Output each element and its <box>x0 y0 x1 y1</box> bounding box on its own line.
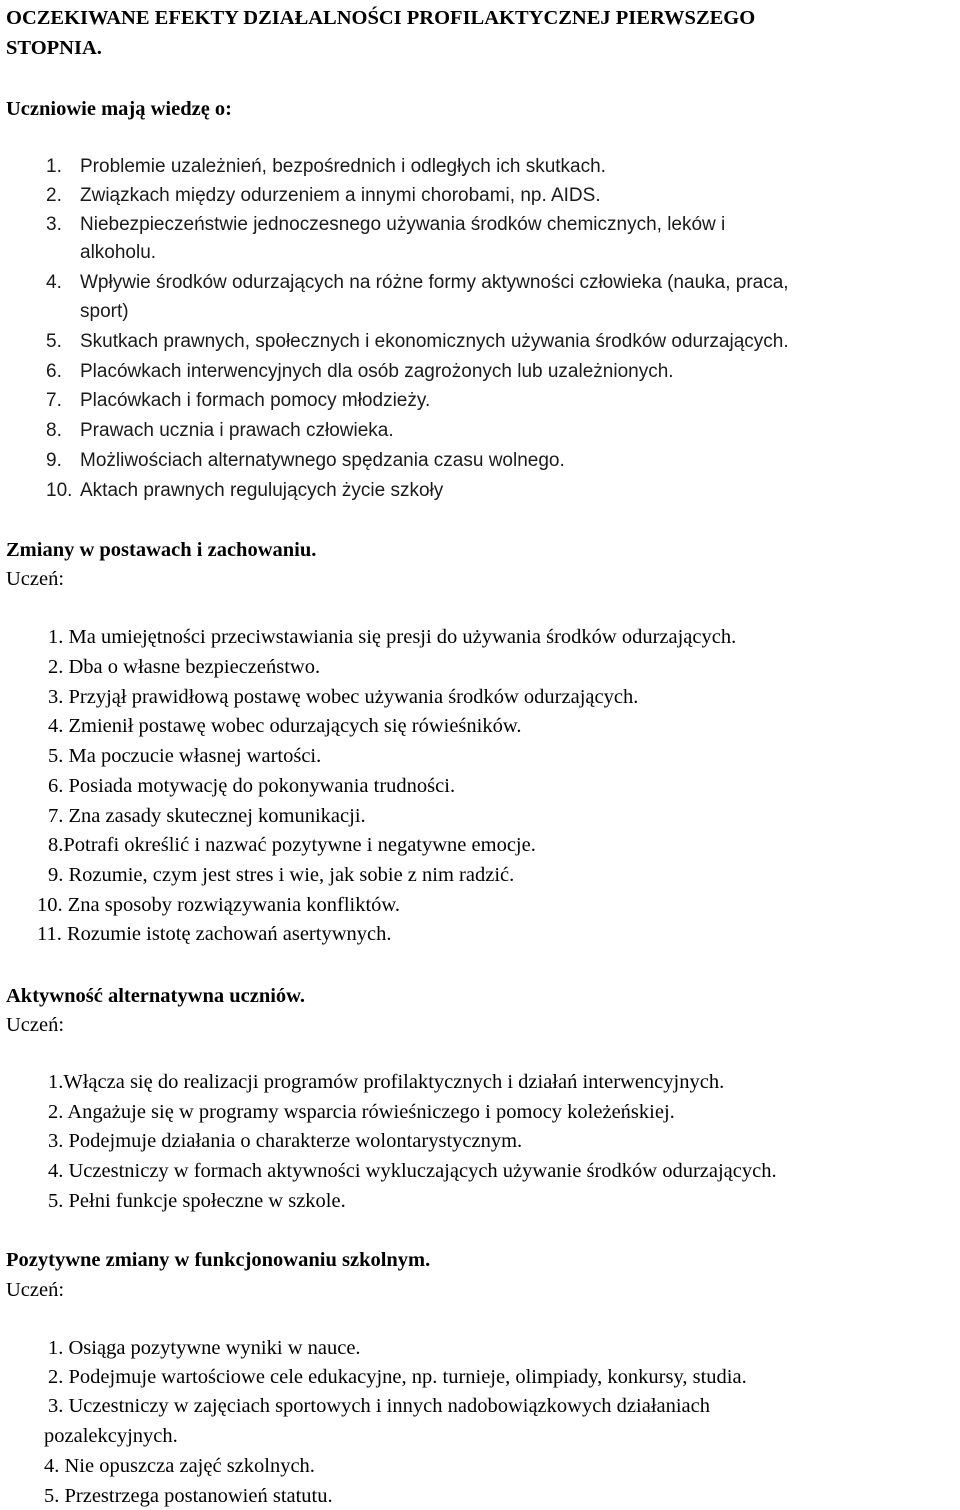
list-item: 3. Uczestniczy w zajęciach sportowych i innych nadobowiązkowych działaniach <box>48 1395 711 1417</box>
list-item: 6. Posiada motywację do pokonywania trudności. <box>48 775 456 797</box>
list-item: 10. Zna sposoby rozwiązywania konfliktów. <box>37 894 401 916</box>
list-item-continuation: alkoholu. <box>80 242 157 263</box>
list-item: 11. Rozumie istotę zachowań asertywnych. <box>37 923 392 945</box>
section-2-heading: Zmiany w postawach i zachowaniu. <box>6 539 317 561</box>
list-item: 8. Prawach ucznia i prawach człowieka. <box>46 420 394 441</box>
list-item: 2. Angażuje się w programy wsparcia rówieśniczego i pomocy koleżeńskiej. <box>48 1101 675 1123</box>
section-3-heading: Aktywność alternatywna uczniów. <box>6 985 305 1007</box>
list-item: 1. Problemie uzależnień, bezpośrednich i odległych ich skutkach. <box>46 156 606 177</box>
title-line-1: OCZEKIWANE EFEKTY DZIAŁALNOŚCI PROFILAKTYCZNEJ PIERWSZEGO <box>6 7 756 29</box>
list-item: 9. Rozumie, czym jest stres i wie, jak sobie z nim radzić. <box>48 864 515 886</box>
list-item: 4. Uczestniczy w formach aktywności wykluczających używanie środków odurzających. <box>48 1160 777 1182</box>
list-item: 1. Osiąga pozytywne wyniki w nauce. <box>48 1337 361 1359</box>
list-item: 5. Przestrzega postanowień statutu. <box>44 1485 333 1507</box>
section-4-subheading: Uczeń: <box>6 1279 65 1301</box>
list-item: 4. Wpływie środków odurzających na różne formy aktywności człowieka (nauka, praca, <box>46 272 789 293</box>
list-item-continuation: pozalekcyjnych. <box>44 1425 178 1447</box>
list-item: 2. Podejmuje wartościowe cele edukacyjne, np. turnieje, olimpiady, konkursy, studia. <box>48 1366 747 1388</box>
section-4-heading: Pozytywne zmiany w funkcjonowaniu szkolnym. <box>6 1249 431 1271</box>
list-item: 8.Potrafi określić i nazwać pozytywne i negatywne emocje. <box>48 834 536 856</box>
list-item-continuation: sport) <box>80 301 129 322</box>
list-item: 9. Możliwościach alternatywnego spędzania czasu wolnego. <box>46 450 565 471</box>
list-item: 10. Aktach prawnych regulujących życie szkoły <box>46 480 444 501</box>
title-line-2: STOPNIA. <box>6 37 102 59</box>
list-item: 4. Nie opuszcza zajęć szkolnych. <box>44 1455 315 1477</box>
list-item: 7. Placówkach i formach pomocy młodzieży. <box>46 390 431 411</box>
list-item: 3. Podejmuje działania o charakterze wolontarystycznym. <box>48 1130 523 1152</box>
list-item: 3. Niebezpieczeństwie jednoczesnego używania środków chemicznych, leków i <box>46 214 726 235</box>
list-item: 1. Ma umiejętności przeciwstawiania się presji do używania środków odurzających. <box>48 626 737 648</box>
list-item: 1.Włącza się do realizacji programów profilaktycznych i działań interwencyjnych. <box>48 1071 725 1093</box>
list-item: 4. Zmienił postawę wobec odurzających się rówieśników. <box>48 715 522 737</box>
list-item: 5. Skutkach prawnych, społecznych i ekonomicznych używania środków odurzających. <box>46 331 789 352</box>
list-item: 6. Placówkach interwencyjnych dla osób zagrożonych lub uzależnionych. <box>46 361 674 382</box>
list-item: 5. Ma poczucie własnej wartości. <box>48 745 322 767</box>
list-item: 7. Zna zasady skutecznej komunikacji. <box>48 805 366 827</box>
list-item: 2. Związkach między odurzeniem a innymi chorobami, np. AIDS. <box>46 185 601 206</box>
section-2-subheading: Uczeń: <box>6 568 65 590</box>
list-item: 2. Dba o własne bezpieczeństwo. <box>48 656 321 678</box>
list-item: 5. Pełni funkcje społeczne w szkole. <box>48 1190 346 1212</box>
list-item: 3. Przyjął prawidłową postawę wobec używania środków odurzających. <box>48 686 639 708</box>
section-3-subheading: Uczeń: <box>6 1014 65 1036</box>
section-1-heading: Uczniowie mają wiedzę o: <box>6 98 233 120</box>
